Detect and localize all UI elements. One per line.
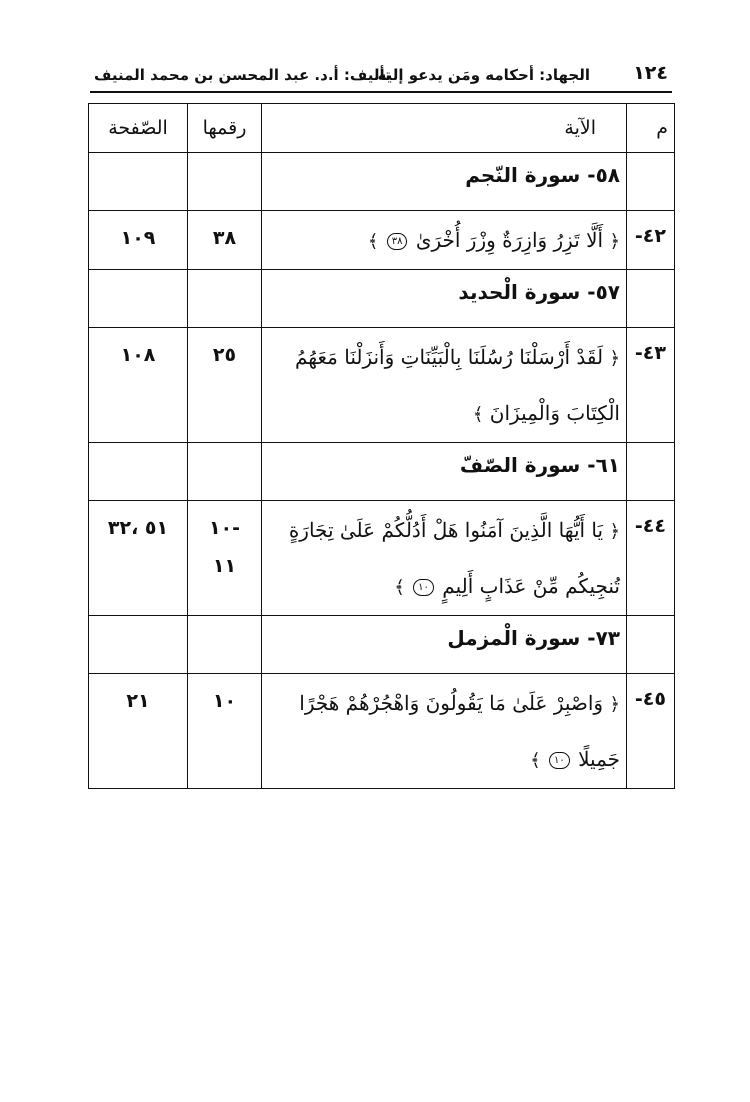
surah-row	[89, 616, 675, 674]
page-ref-cell: ١٠٨	[89, 328, 188, 443]
column-header-number: م	[627, 104, 675, 153]
surah-title: ٥٨- سورة النّجم	[262, 153, 627, 211]
ornate-bracket-open: ﴿	[609, 348, 620, 369]
verse-serial: ٤٣-	[627, 328, 675, 443]
ayah-end-marker-icon: ١٠	[549, 752, 570, 769]
surah-row	[89, 153, 675, 211]
verse-row	[89, 211, 675, 270]
verse-text	[262, 501, 627, 616]
verse-serial: ٤٢-	[627, 211, 675, 270]
verse-number-cell	[188, 674, 262, 789]
verse-serial: ٤٥-	[627, 674, 675, 789]
verse-serial: ٤٤-	[627, 501, 675, 616]
surah-title: ٥٧- سورة الْحديد	[262, 270, 627, 328]
verse-number: ٢٥	[212, 344, 237, 366]
ayah-end-marker-icon: ١٠	[413, 579, 434, 596]
page-ref-cell: ٢١	[89, 674, 188, 789]
verse-number-cell	[188, 501, 262, 616]
author-line: تأليف: أ.د. عبد المحسن بن محمد المنيف	[94, 66, 391, 84]
verse-row	[89, 328, 675, 443]
running-header	[90, 60, 670, 90]
book-title: الجهاد: أحكامه ومَن يدعو إليه	[377, 66, 590, 84]
column-header-verse-number: رقمها	[188, 104, 262, 153]
ornate-bracket-open: ﴿	[609, 521, 620, 542]
verse-number: ٣٨	[212, 227, 237, 249]
page-number: ١٢٤	[633, 62, 668, 84]
verse-body: وَاصْبِرْ عَلَىٰ مَا يَقُولُونَ وَاهْجُرْهُمْ هَجْرًا جَمِيلًا	[299, 691, 620, 771]
page-ref-cell: ١٠٩	[89, 211, 188, 270]
page-ref-cell: ٥١ ،٣٢	[89, 501, 188, 616]
verse-row	[89, 674, 675, 789]
verse-text	[262, 211, 627, 270]
ayah-end-marker-icon: ٣٨	[387, 233, 408, 250]
verse-body: لَقَدْ أَرْسَلْنَا رُسُلَنَا بِالْبَيِّنَاتِ وَأَنزَلْنَا مَعَهُمُ الْكِتَابَ وَالْمِيزَانَ	[294, 345, 620, 425]
ornate-bracket-close: ﴾	[394, 577, 405, 598]
verse-body: أَلَّا تَزِرُ وَازِرَةٌ وِزْرَ أُخْرَىٰ	[415, 228, 604, 252]
ornate-bracket-close: ﴾	[472, 404, 484, 425]
ornate-bracket-open: ﴿	[609, 694, 620, 715]
verse-number: ١١	[212, 555, 237, 577]
surah-row	[89, 443, 675, 501]
column-header-page: الصّفحة	[89, 104, 188, 153]
verse-text	[262, 328, 627, 443]
verse-number-cell	[188, 211, 262, 270]
verse-number: ١٠	[212, 690, 237, 712]
verse-number-cell	[188, 328, 262, 443]
verse-row	[89, 501, 675, 616]
verse-number: -١٠	[208, 517, 241, 539]
surah-row	[89, 270, 675, 328]
verse-text	[262, 674, 627, 789]
header-divider	[90, 91, 672, 93]
ornate-bracket-open: ﴿	[609, 231, 620, 252]
surah-title: ٧٣- سورة الْمزمل	[262, 616, 627, 674]
surah-title: ٦١- سورة الصّفّ	[262, 443, 627, 501]
verse-index-table	[88, 103, 675, 789]
table-header-row	[89, 104, 675, 153]
column-header-verse: الآية	[262, 104, 627, 153]
verse-body: يَا أَيُّهَا الَّذِينَ آمَنُوا هَلْ أَدُلُّكُمْ عَلَىٰ تِجَارَةٍ تُنجِيكُم مِّنْ عَذَابٍ أَلِيمٍ	[288, 518, 620, 598]
ornate-bracket-close: ﴾	[367, 231, 379, 252]
ornate-bracket-close: ﴾	[530, 750, 541, 771]
